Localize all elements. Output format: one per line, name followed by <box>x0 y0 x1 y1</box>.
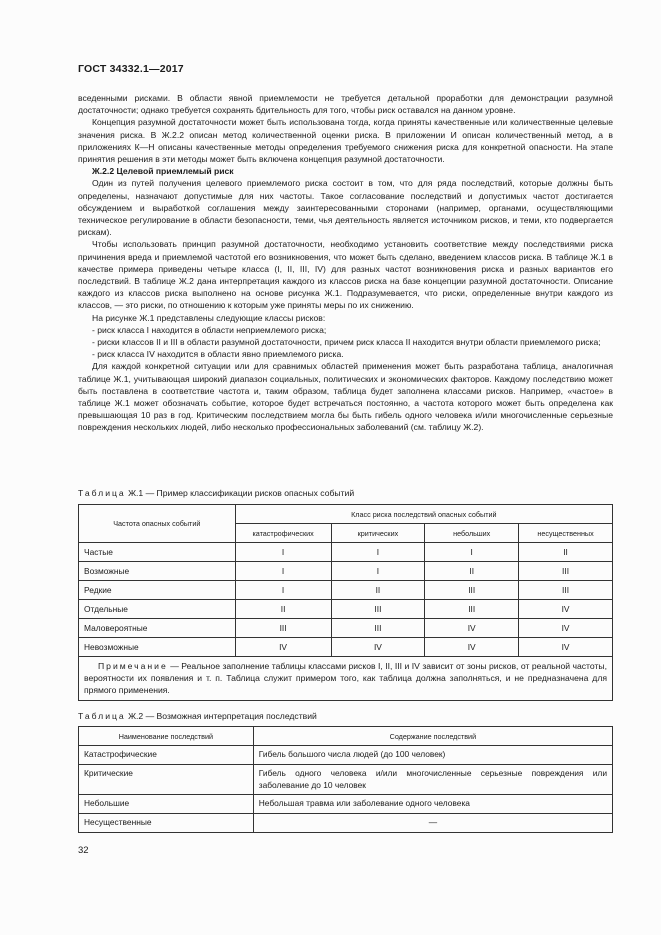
row-label: Невозможные <box>79 638 236 657</box>
paragraph: вседенными рисками. В области явной приемлемости не требуется детальной проработки для демонстрации разумной достаточности; однако требуется сохранять бдительность для того, чтобы риск оставался на данном уровне. <box>78 93 613 116</box>
consequence-name: Критические <box>79 765 254 795</box>
paragraph: Один из путей получения целевого приемлемого риска состоит в том, что для ряда последствий, которые должны быть определены, назначают допустимые для них частоты. Такое согласование последствий и допустимых частот достигается обсуждением и выработкой соглашения между заинтересованными сторонами (например, органами, осуществляющими техническое регулирование в области безопасности, теми, чья деятельность является источником рисков, и теми, кто подвергается рискам). <box>78 178 613 238</box>
consequence-content: — <box>253 814 612 833</box>
table1-caption <box>78 488 354 498</box>
table-row <box>79 619 613 638</box>
table2-caption <box>78 711 317 721</box>
table-row <box>79 746 613 765</box>
table-cell: I <box>331 543 425 562</box>
paragraph: Для каждой конкретной ситуации или для сравнимых областей применения может быть разработана таблица, аналогичная таблице Ж.1, учитывающая широкий диапазон социальных, политических и экономических факторов. Каждому последствию может быть поставлена в соответствие частота и, таким образом, таблица будет заполнена классами рисков. Например, «частое» в таблице Ж.1 может обозначать событие, которое будет встречаться постоянно, а частота которого может быть определена как превышающая 10 раз в год. Критическим последствием могла бы быть гибель одного человека и/или многочисленные серьезные повреждения нескольких людей, либо несколько профессиональных заболеваний (см. таблицу Ж.2). <box>78 361 613 433</box>
paragraph: Концепция разумной достаточности может быть использована тогда, когда приняты качественные или количественные целевые значения риска. В Ж.2.2 описан метод количественной оценки риска. В приложении И описан количественный метод, а в приложениях К—Н описаны качественные методы определения требуемого снижения риска для конкретной опасности. На этапе принятия решения в эти методы может быть включена концепция разумной достаточности. <box>78 117 613 165</box>
note-label: Примечание <box>98 661 168 671</box>
consequence-name: Катастрофические <box>79 746 254 765</box>
table2-caption-text: Ж.2 — Возможная интерпретация последствий <box>125 711 317 721</box>
table1-caption-label: Таблица <box>78 488 126 498</box>
table-row <box>79 581 613 600</box>
column-header: критических <box>331 524 425 543</box>
risk-class-header: Класс риска последствий опасных событий <box>235 505 612 524</box>
table-cell: I <box>331 562 425 581</box>
column-header: небольших <box>425 524 519 543</box>
body-text <box>78 92 613 434</box>
table-row <box>79 765 613 795</box>
column-header: катастрофических <box>235 524 331 543</box>
consequence-name: Небольшие <box>79 795 254 814</box>
table-cell: IV <box>519 600 613 619</box>
table-cell: III <box>331 600 425 619</box>
list-item: - риск класса I находится в области неприемлемого риска; <box>92 324 327 335</box>
note-text: — Реальное заполнение таблицы классами рисков I, II, III и IV зависит от зоны рисков, от реальной частоты, вероятности их появления и т. п. Таблица служит примером того, как таблица должна заполняться, и не предназначена для прямого применения. <box>84 661 607 695</box>
page-number: 32 <box>78 845 89 856</box>
table-cell: I <box>235 562 331 581</box>
table-cell: III <box>425 581 519 600</box>
subsection-heading: Ж.2.2 Целевой приемлемый риск <box>92 166 234 177</box>
consequence-content: Гибель одного человека и/или многочисленные серьезные повреждения или заболевание до 10 человек <box>253 765 612 795</box>
consequences-table <box>78 726 613 833</box>
row-label: Возможные <box>79 562 236 581</box>
table-note <box>79 657 613 701</box>
table-cell: IV <box>519 638 613 657</box>
paragraph: Чтобы использовать принцип разумной достаточности, необходимо установить соответствие между последствиями риска причинения вреда и приемлемой частотой его возникновения, что может быть сделано, введением классов риска. В таблице Ж.1 в качестве примера приведены четыре класса (I, II, III, IV) для разных частот возникновения риска и разных вариантов его последствий. В таблице Ж.2 дана интерпретация каждого из классов риска на базе концепции разумной достаточности. Описание каждого из классов риска выполнено на основе рисунка Ж.1. Подразумевается, что риски, определенные внутри каждого из классов, — это риски, по отношению к которым уже приняты меры по их снижению. <box>78 239 613 311</box>
table-row <box>79 814 613 833</box>
column-header: Содержание последствий <box>253 727 612 746</box>
column-header: несущественных <box>519 524 613 543</box>
table-cell: II <box>519 543 613 562</box>
table-cell: III <box>519 562 613 581</box>
table-row <box>79 795 613 814</box>
table-cell: IV <box>425 638 519 657</box>
table-cell: IV <box>235 638 331 657</box>
document-header: ГОСТ 34332.1—2017 <box>78 63 184 75</box>
row-label: Маловероятные <box>79 619 236 638</box>
table-cell: IV <box>519 619 613 638</box>
consequence-name: Несущественные <box>79 814 254 833</box>
row-label: Редкие <box>79 581 236 600</box>
list-item: - риск класса IV находится в области явно приемлемого риска. <box>92 349 344 360</box>
table-cell: III <box>331 619 425 638</box>
paragraph: На рисунке Ж.1 представлены следующие классы рисков: <box>92 312 326 323</box>
table1-caption-text: Ж.1 — Пример классификации рисков опасных событий <box>125 488 355 498</box>
table-cell: II <box>425 562 519 581</box>
table-cell: I <box>235 581 331 600</box>
table-cell: II <box>331 581 425 600</box>
table-cell: III <box>235 619 331 638</box>
row-label: Частые <box>79 543 236 562</box>
table-cell: I <box>235 543 331 562</box>
table-cell: III <box>519 581 613 600</box>
column-header: Наименование последствий <box>79 727 254 746</box>
risk-classification-table <box>78 504 613 701</box>
table-cell: I <box>425 543 519 562</box>
consequence-content: Небольшая травма или заболевание одного человека <box>253 795 612 814</box>
table-row <box>79 600 613 619</box>
table-row <box>79 638 613 657</box>
table-cell: III <box>425 600 519 619</box>
table-row <box>79 543 613 562</box>
table2-caption-label: Таблица <box>78 711 126 721</box>
row-label: Отдельные <box>79 600 236 619</box>
consequence-content: Гибель большого числа людей (до 100 человек) <box>253 746 612 765</box>
list-item: - риски классов II и III в области разумной достаточности, причем риск класса II находится внутри области приемлемого риска; <box>92 337 601 348</box>
frequency-header: Частота опасных событий <box>79 505 236 543</box>
table-cell: IV <box>425 619 519 638</box>
table-cell: IV <box>331 638 425 657</box>
table-row <box>79 562 613 581</box>
table-cell: II <box>235 600 331 619</box>
